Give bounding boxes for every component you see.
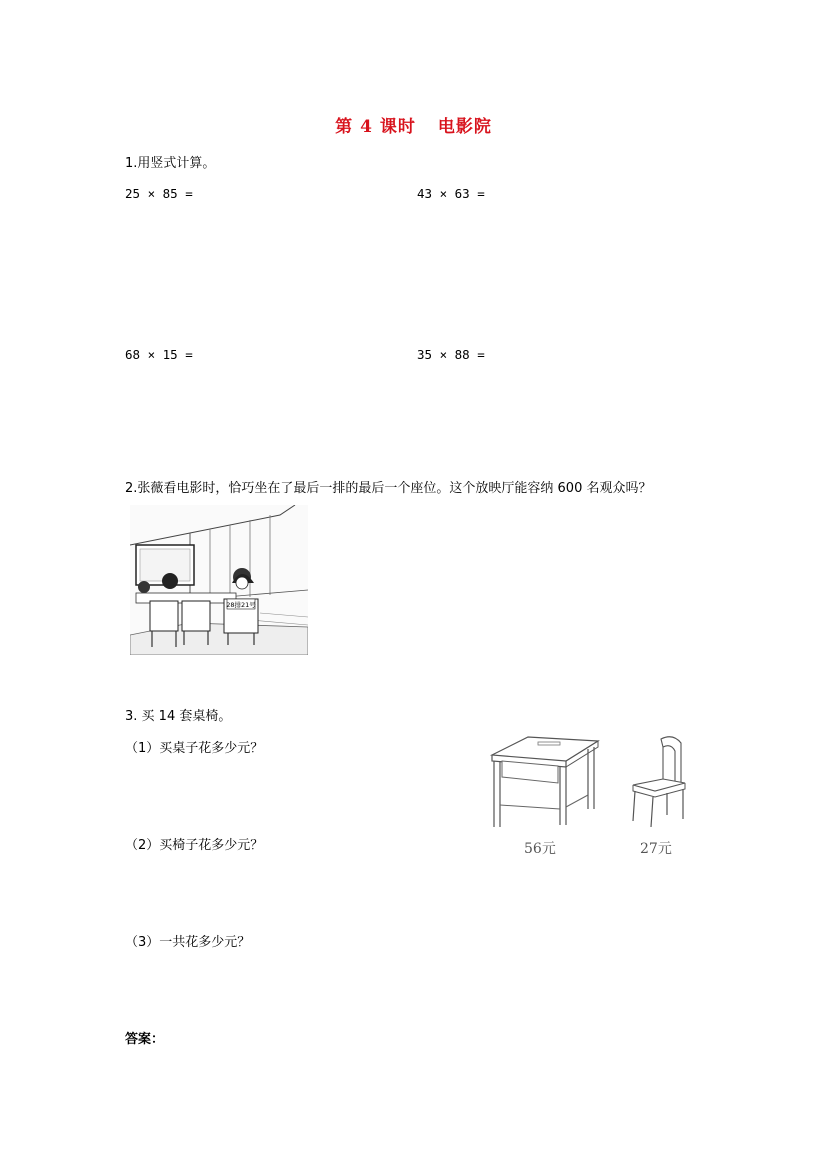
calc-item-1: 25 × 85 =	[125, 186, 193, 201]
question-3-prompt: 3. 买 14 套桌椅。	[125, 709, 232, 724]
lesson-number: 第 4 课时	[335, 117, 416, 137]
desk-price: 56元	[524, 841, 556, 857]
calc-item-4: 35 × 88 =	[417, 347, 485, 362]
chair-drawing	[627, 735, 697, 830]
desk-illustration	[488, 735, 600, 830]
desk-drawing	[488, 735, 600, 830]
chair-illustration	[627, 735, 697, 830]
cinema-drawing	[130, 505, 308, 655]
lesson-title	[0, 112, 827, 137]
question-3-sub-2: （2）买椅子花多少元？	[125, 838, 264, 853]
chair-price: 27元	[640, 841, 672, 857]
calc-item-3: 68 × 15 =	[125, 347, 193, 362]
calc-item-2: 43 × 63 =	[417, 186, 485, 201]
answer-label: 答案：	[125, 1032, 165, 1047]
question-3-sub-1: （1）买桌子花多少元？	[125, 741, 264, 756]
question-2-prompt: 2.张薇看电影时，恰巧坐在了最后一排的最后一个座位。这个放映厅能容纳 600 名观众吗？	[125, 481, 652, 496]
lesson-topic: 电影院	[437, 117, 492, 137]
seat-label: 28排21号	[226, 601, 256, 609]
question-3-sub-3: （3）一共花多少元？	[125, 935, 251, 950]
question-1-prompt: 1.用竖式计算。	[125, 156, 216, 171]
cinema-illustration	[130, 505, 308, 655]
